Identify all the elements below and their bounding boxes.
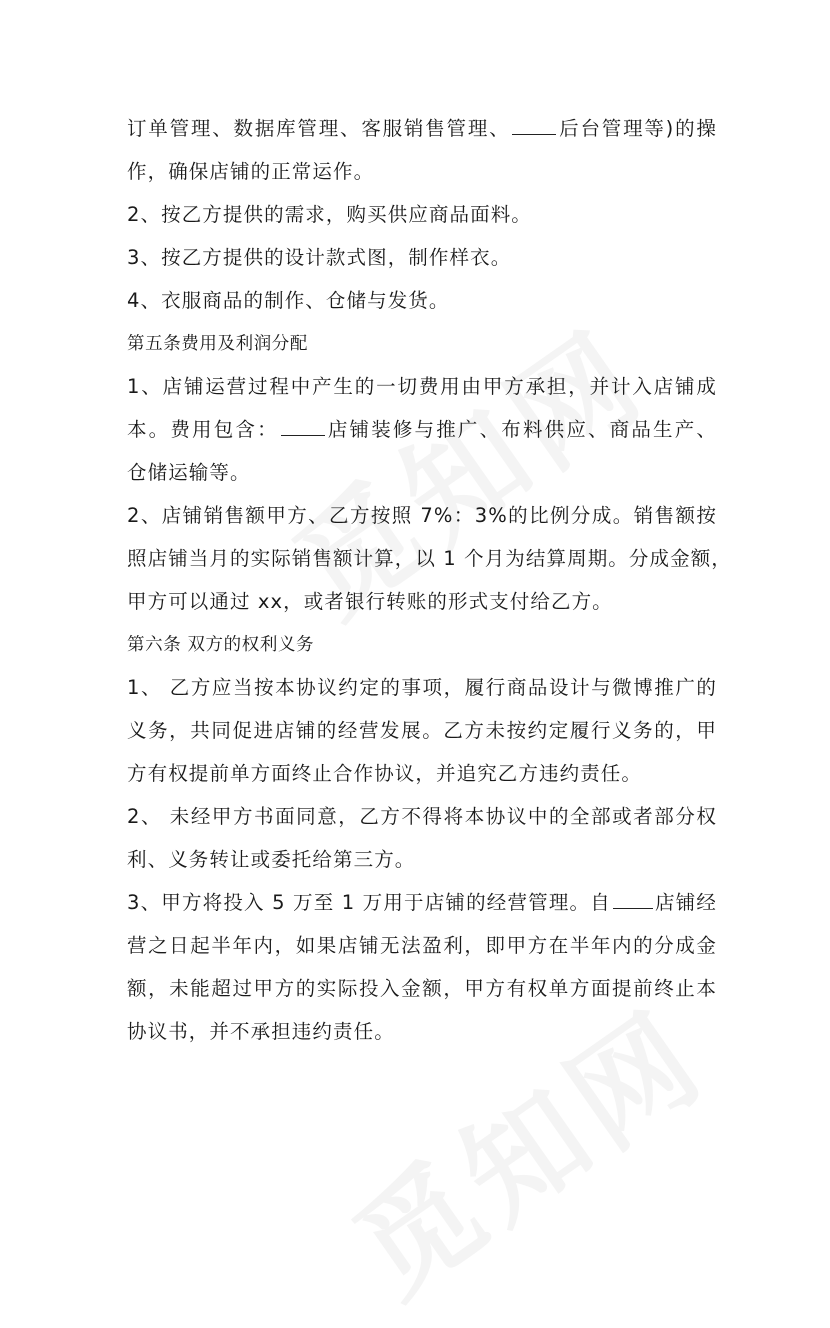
paragraph-line: 2、店铺销售额甲方、乙方按照 7%：3%的比例分成。销售额按 bbox=[127, 504, 717, 527]
paragraph-line: 协议书，并不承担违约责任。 bbox=[127, 1020, 395, 1043]
list-item: 4、衣服商品的制作、仓储与发货。 bbox=[127, 289, 450, 312]
paragraph-line: 作，确保店铺的正常运作。 bbox=[127, 160, 375, 183]
paragraph-line: 照店铺当月的实际销售额计算，以 1 个月为结算周期。分成金额， bbox=[127, 547, 732, 570]
paragraph-line: 利、义务转让或委托给第三方。 bbox=[127, 848, 416, 871]
paragraph-line: 本。费用包含： 店铺装修与推广、布料供应、商品生产、 bbox=[127, 418, 717, 441]
paragraph-line: 营之日起半年内，如果店铺无法盈利，即甲方在半年内的分成金 bbox=[127, 934, 717, 957]
fill-in-blank bbox=[281, 417, 325, 436]
paragraph-line: 订单管理、数据库管理、客服销售管理、 后台管理等)的操 bbox=[127, 117, 717, 140]
list-item: 2、按乙方提供的需求，购买供应商品面料。 bbox=[127, 203, 532, 226]
fill-in-blank bbox=[512, 116, 556, 135]
paragraph-line: 额，未能超过甲方的实际投入金额，甲方有权单方面提前终止本 bbox=[127, 977, 717, 1000]
paragraph-line: 2、 未经甲方书面同意，乙方不得将本协议中的全部或者部分权 bbox=[127, 805, 717, 828]
paragraph-line: 仓储运输等。 bbox=[127, 461, 251, 484]
paragraph-line: 方有权提前单方面终止合作协议，并追究乙方违约责任。 bbox=[127, 762, 643, 785]
fill-in-blank bbox=[613, 890, 653, 909]
section-heading: 第五条费用及利润分配 bbox=[127, 334, 308, 354]
paragraph-line: 义务，共同促进店铺的经营发展。乙方未按约定履行义务的，甲 bbox=[127, 719, 717, 742]
paragraph-line: 3、甲方将投入 5 万至 1 万用于店铺的经营管理。自 店铺经 bbox=[127, 891, 717, 914]
paragraph-line: 1、 乙方应当按本协议约定的事项，履行商品设计与微博推广的 bbox=[127, 676, 717, 699]
paragraph-line: 甲方可以通过 xx，或者银行转账的形式支付给乙方。 bbox=[127, 590, 613, 613]
section-heading: 第六条 双方的权利义务 bbox=[127, 635, 315, 655]
paragraph-line: 1、店铺运营过程中产生的一切费用由甲方承担，并计入店铺成 bbox=[127, 375, 717, 398]
list-item: 3、按乙方提供的设计款式图，制作样衣。 bbox=[127, 246, 512, 269]
